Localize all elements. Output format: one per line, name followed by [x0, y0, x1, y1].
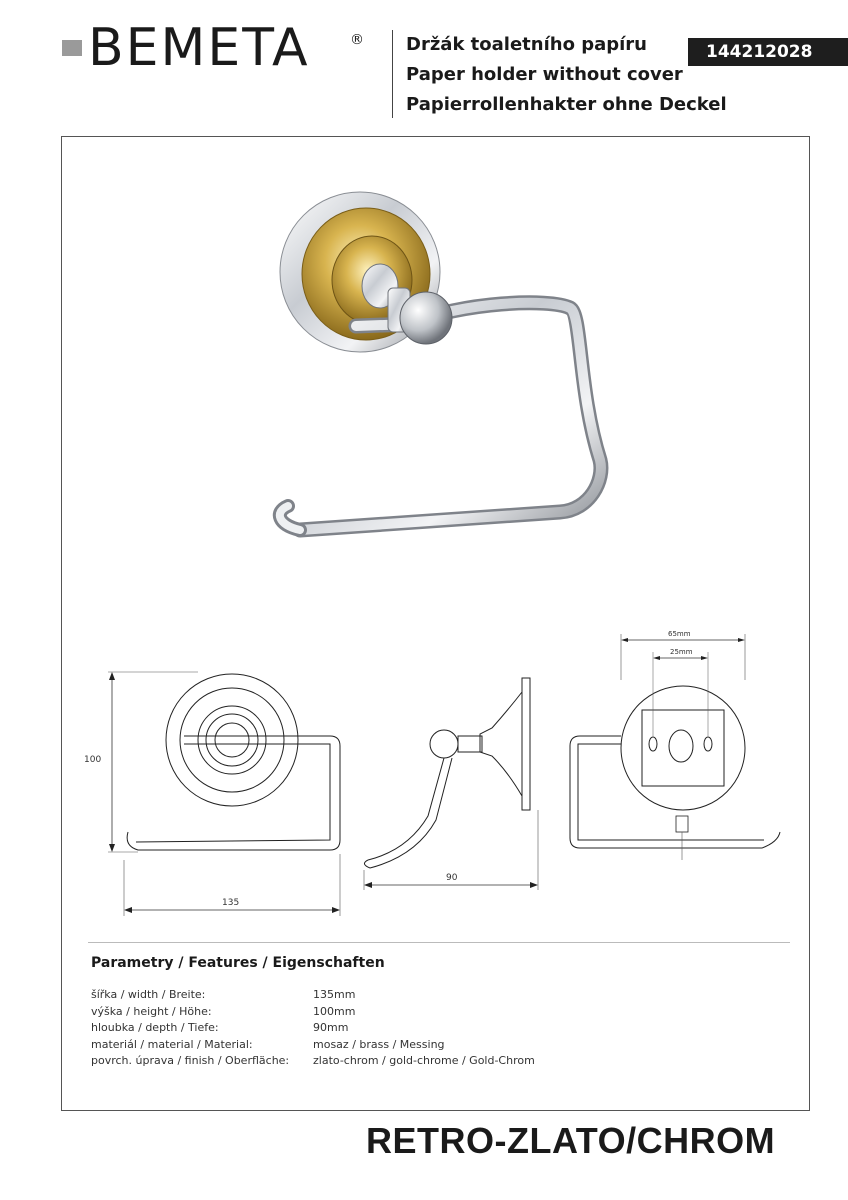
- title-english: Paper holder without cover: [406, 64, 683, 85]
- features-heading: Parametry / Features / Eigenschaften: [91, 955, 385, 971]
- registered-mark: ®: [350, 32, 364, 48]
- feature-value: zlato-chrom / gold-chrome / Gold-Chrom: [313, 1054, 535, 1067]
- feature-label: povrch. úprava / finish / Oberfläche:: [91, 1054, 290, 1067]
- width-dimension-label: 135: [222, 898, 240, 908]
- height-dimension-label: 100: [84, 755, 102, 765]
- features-divider: [88, 942, 790, 943]
- logo-mark: [62, 40, 82, 56]
- technical-drawing: [78, 620, 798, 930]
- mount-width-dimension-label: 65mm: [668, 630, 691, 638]
- feature-label: materiál / material / Material:: [91, 1037, 253, 1051]
- feature-label: hloubka / depth / Tiefe:: [91, 1021, 219, 1034]
- title-german: Papierrollenhakter ohne Deckel: [406, 94, 727, 115]
- feature-label: výška / height / Höhe:: [91, 1004, 212, 1018]
- series-name: RETRO-ZLATO/CHROM: [366, 1120, 776, 1161]
- hole-spacing-dimension-label: 25mm: [670, 648, 693, 656]
- product-code-badge: 144212028: [688, 38, 848, 66]
- header-divider: [392, 30, 393, 118]
- feature-value: 90mm: [313, 1021, 349, 1034]
- feature-value: 100mm: [313, 1004, 356, 1018]
- product-photo: [260, 190, 620, 550]
- brand-logo: BEMETA: [88, 18, 310, 78]
- feature-label: šířka / width / Breite:: [91, 988, 206, 1001]
- feature-value: 135mm: [313, 988, 356, 1001]
- title-czech: Držák toaletního papíru: [406, 34, 647, 55]
- depth-dimension-label: 90: [446, 873, 458, 883]
- feature-value: mosaz / brass / Messing: [313, 1037, 445, 1051]
